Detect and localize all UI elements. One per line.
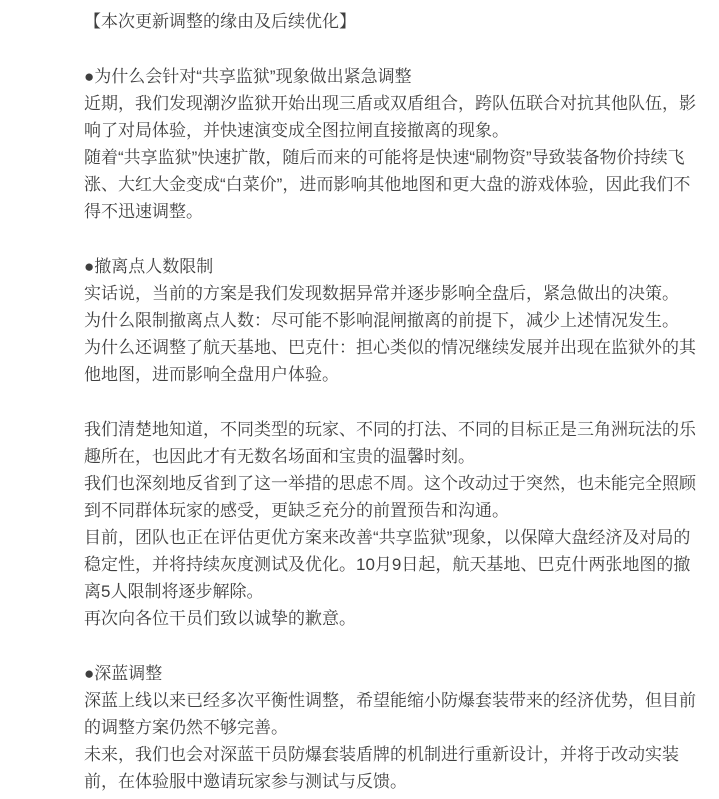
text-line: 目前，团队也正在评估更优方案来改善“共享监狱”现象，以保障大盘经济及对局的 <box>84 528 691 547</box>
section-body-evac-limit <box>84 280 705 388</box>
text-line: 稳定性，并将持续灰度测试及优化。10月9日起，航天基地、巴克什两张地图的撤 <box>84 555 691 574</box>
section-reflection-and-plan <box>84 416 705 632</box>
text-line: 趣所在，也因此才有无数名场面和宝贵的温馨时刻。 <box>84 447 475 466</box>
text-line: 未来，我们也会对深蓝干员防爆套装盾牌的机制进行重新设计，并将于改动实装 <box>84 745 679 764</box>
section-heading-deep-blue: ●深蓝调整 <box>84 664 163 683</box>
section-heading-shared-prison: ●为什么会针对“共享监狱”现象做出紧急调整 <box>84 67 412 86</box>
text-line: 得不迅速调整。 <box>84 202 203 221</box>
text-line: 前，在体验服中邀请玩家参与测试与反馈。 <box>84 772 407 791</box>
text-line: 离5人限制将逐步解除。 <box>84 582 264 601</box>
section-deep-blue-adjustment <box>84 660 705 795</box>
text-line: 涨、大红大金变成“白菜价”，进而影响其他地图和更大盘的游戏体验，因此我们不 <box>84 175 691 194</box>
text-line: 为什么还调整了航天基地、巴克什：担心类似的情况继续发展并出现在监狱外的其 <box>84 338 696 357</box>
text-line: 我们也深刻地反省到了这一举措的思虑不周。这个改动过于突然，也未能完全照顾 <box>84 474 696 493</box>
section-body-deep-blue <box>84 687 705 795</box>
document-title: 【本次更新调整的缘由及后续优化】 <box>84 12 356 31</box>
section-heading-evac-limit: ●撤离点人数限制 <box>84 257 214 276</box>
text-line: 他地图，进而影响全盘用户体验。 <box>84 365 339 384</box>
text-line: 的调整方案仍然不够完善。 <box>84 718 288 737</box>
text-line: 再次向各位干员们致以诚挚的歉意。 <box>84 609 356 628</box>
text-line: 实话说，当前的方案是我们发现数据异常并逐步影响全盘后，紧急做出的决策。 <box>84 284 679 303</box>
section-shared-prison-adjustment <box>84 63 705 225</box>
text-line: 到不同群体玩家的感受，更缺乏充分的前置预告和沟通。 <box>84 501 509 520</box>
text-line: 为什么限制撤离点人数：尽可能不影响混闸撤离的前提下，减少上述情况发生。 <box>84 311 679 330</box>
section-body-shared-prison <box>84 90 705 225</box>
text-line: 近期，我们发现潮汐监狱开始出现三盾或双盾组合，跨队伍联合对抗其他队伍，影 <box>84 94 696 113</box>
text-line: 我们清楚地知道，不同类型的玩家、不同的打法、不同的目标正是三角洲玩法的乐 <box>84 420 696 439</box>
text-line: 深蓝上线以来已经多次平衡性调整，希望能缩小防爆套装带来的经济优势，但目前 <box>84 691 696 710</box>
section-body-reflection <box>84 416 705 632</box>
section-evac-point-limit <box>84 253 705 388</box>
text-line: 随着“共享监狱”快速扩散，随后而来的可能将是快速“刷物资”导致装备物价持续飞 <box>84 148 685 167</box>
text-line: 响了对局体验，并快速演变成全图拉闸直接撤离的现象。 <box>84 121 509 140</box>
